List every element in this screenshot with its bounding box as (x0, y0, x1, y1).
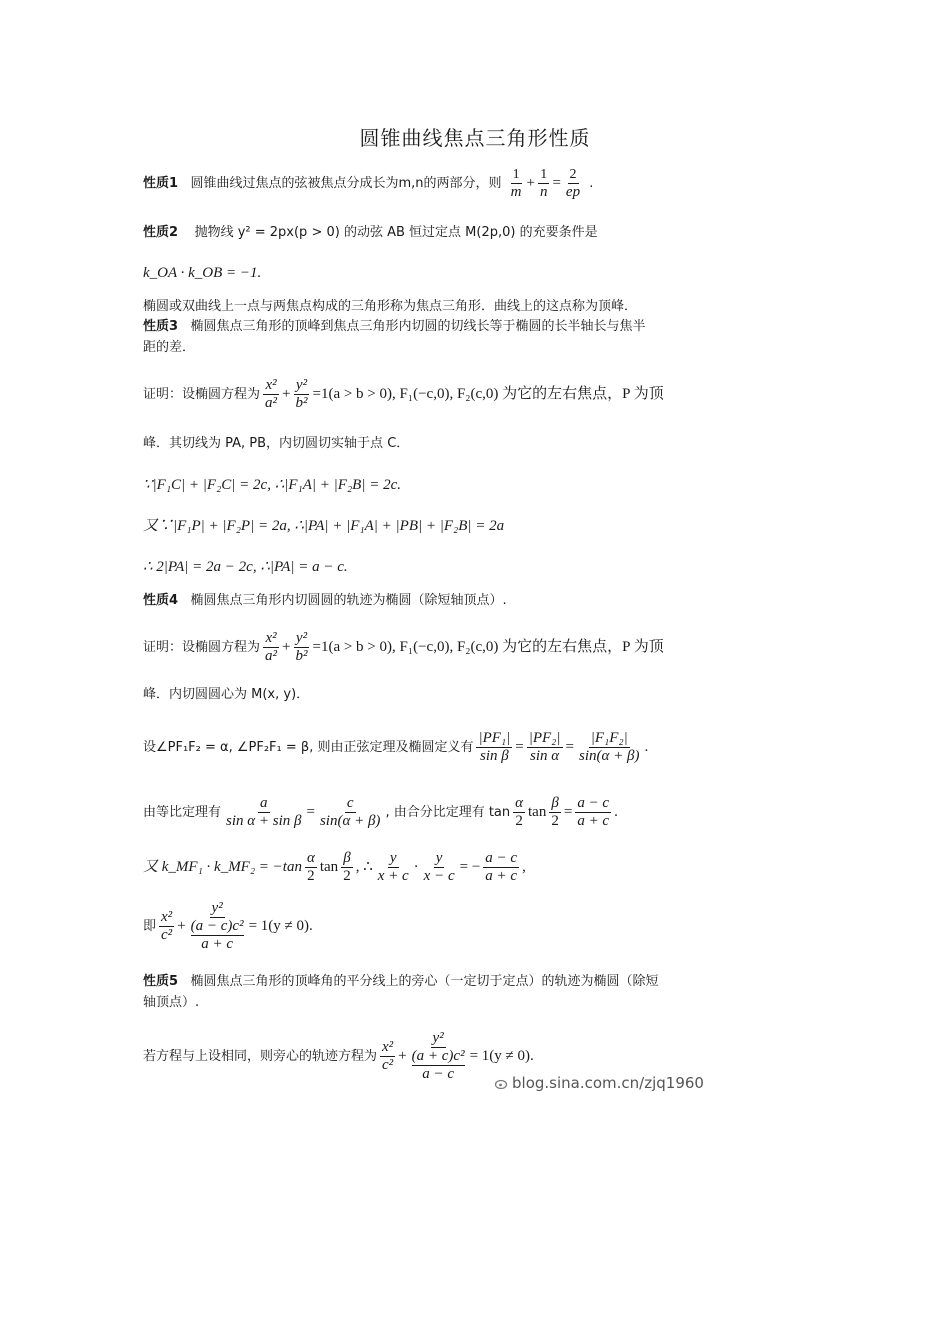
fraction: $\frac{\text{|PF₂|}}{\text{sin α}}$ (528, 730, 561, 764)
fraction: $\frac{\alpha}{2}$ (515, 795, 524, 829)
proof-4-line-6: 即 $\frac{\text{x²}}{\text{c²}}$ + y² (a − c)c² a + c = 1(y ≠ 0). (143, 900, 313, 952)
definition-line: 椭圆或双曲线上一点与两焦点构成的三角形称为焦点三角形．曲线上的这点称为顶峰． (143, 299, 638, 314)
fraction: $\frac{y}{x + c}$ (377, 850, 409, 884)
property-4-label: 性质4 (143, 593, 179, 608)
fraction: $\frac{\text{x²}}{\text{c²}}$ (161, 909, 173, 943)
proof-4-line-2: 峰．内切圆圆心为 M(x, y)． (143, 687, 310, 702)
proof-4-line-5: 又 k_MF₁ · k_MF₂ = −tan $\frac{\alpha}{2}$ tan $\frac{\beta}{2}$ , ∴ $\frac{y}{x + c}$ · $\frac{y}{x - c}$ = − $\frac{a - c}{a + c}$ , (143, 850, 526, 884)
property-1: 性质1 圆锥曲线过焦点的弦被焦点分成长为m,n的两部分，则 $\frac{1}{m}$ + $\frac{1}{n}$ = $\frac{2}{ep}$ . (143, 167, 594, 200)
fraction: $\frac{\text{y²}}{\text{b²}}$ (295, 630, 308, 664)
property-2 (143, 224, 598, 242)
fraction: $\frac{2}{ep}$ (565, 167, 581, 200)
property-5-label: 性质5 (143, 974, 179, 989)
proof-3-line-3: ∵|F₁C| + |F₂C| = 2c, ∴|F₁A| + |F₂B| = 2c. (143, 477, 401, 493)
proof-3-line-4: 又∵|F₁P| + |F₂P| = 2a, ∴|PA| + |F₁A| + |PB| + |F₂B| = 2a (143, 518, 505, 534)
fraction: $\frac{\text{x²}}{\text{a²}}$ (265, 377, 278, 411)
proof-4-line-4: 由等比定理有 $\frac{a}{\text{sin α + sin β}}$ = $\frac{c}{\sin(\alpha + \beta)}$ , 由合分比定理有 tan $\frac{\alpha}{2}$ tan $\frac{\beta}{2}$ = $\frac{a - c}{a + c}$ . (143, 795, 618, 829)
fraction: $\frac{y}{x - c}$ (423, 850, 455, 884)
fraction: $\frac{a}{\text{sin α + sin β}}$ (226, 795, 302, 829)
fraction: $\frac{\alpha}{2}$ (306, 850, 315, 884)
fraction: $\frac{a - c}{a + c}$ (577, 795, 610, 829)
fraction: $\frac{\text{|PF₁|}}{\text{sin β}}$ (478, 730, 511, 764)
property-3-label: 性质3 (143, 319, 179, 334)
fraction: $\frac{\text{|F₁F₂|}}{\sin(\alpha + \beta)}$ (578, 730, 640, 764)
proof-4-line-3: 设∠PF₁F₂ = α, ∠PF₂F₁ = β, 则由正弦定理及椭圆定义有 $\frac{\text{|PF₁|}}{\text{sin β}}$ = $\frac{\text{|PF₂|}}{\text{sin α}}$ = $\frac{\text{|F₁F₂|}}{\sin(\alpha + \beta)}$ . (143, 730, 649, 764)
property-4: 性质4 椭圆焦点三角形内切圆圆的轨迹为椭圆（除短轴顶点）. (143, 593, 507, 608)
fraction: $\frac{1}{m}$ (510, 167, 522, 200)
proof-4-line-1: 证明：设椭圆方程为 $\frac{\text{x²}}{\text{a²}}$ + $\frac{\text{y²}}{\text{b²}}$ =1(a > b > 0), F₁(−c,0), F₂(c,0) 为它的左右焦点，P 为顶 (143, 630, 664, 664)
property-5-cont: 轴顶点）. (143, 995, 200, 1010)
property-2-text: 抛物线 y² = 2px(p > 0) 的动弦 AB 恒过定点 M(2p,0) 的充要条件是 (194, 225, 598, 240)
fraction: $\frac{\text{x²}}{\text{a²}}$ (265, 630, 278, 664)
proof-3-line-1: 证明：设椭圆方程为 $\frac{\text{x²}}{\text{a²}}$ + $\frac{\text{y²}}{\text{b²}}$ =1(a > b > 0), F₁(−c,0), F₂(c,0) 为它的左右焦点，P 为顶 (143, 377, 664, 411)
property-1-text: 圆锥曲线过焦点的弦被焦点分成长为m,n的两部分，则 (190, 176, 502, 191)
property-3: 性质3 椭圆焦点三角形的顶峰到焦点三角形内切圆的切线长等于椭圆的长半轴长与焦半 (143, 319, 646, 334)
fraction: y² (a + c)c² a − c (411, 1030, 465, 1082)
property-3-cont: 距的差． (143, 340, 196, 355)
sina-weibo-icon (495, 1078, 508, 1089)
proof-3-line-2: 峰．其切线为 PA, PB，内切圆切实轴于点 C． (143, 436, 410, 451)
fraction: $\frac{\beta}{2}$ (551, 795, 559, 829)
fraction: $\frac{\text{y²}}{\text{b²}}$ (295, 377, 308, 411)
property-1-label: 性质1 (143, 176, 179, 191)
property-2-label: 性质2 (143, 225, 179, 240)
fraction: $\frac{\beta}{2}$ (343, 850, 351, 884)
fraction: $\frac{a - c}{a + c}$ (485, 850, 518, 884)
watermark: blog.sina.com.cn/zjq1960 (495, 1074, 704, 1092)
fraction: $\frac{c}{\sin(\alpha + \beta)}$ (319, 795, 381, 829)
final-line: 若方程与上设相同，则旁心的轨迹方程为 $\frac{\text{x²}}{\text{c²}}$ + y² (a + c)c² a − c = 1(y ≠ 0). (143, 1030, 534, 1082)
proof-3-line-5: ∴ 2|PA| = 2a − 2c, ∴|PA| = a − c. (143, 559, 348, 575)
fraction: $\frac{1}{n}$ (539, 167, 548, 200)
property-2-formula: k_OA · k_OB = −1. (143, 265, 262, 281)
property-5: 性质5 椭圆焦点三角形的顶峰角的平分线上的旁心（一定切于定点）的轨迹为椭圆（除短 (143, 974, 659, 989)
fraction: y² (a − c)c² a + c (190, 900, 244, 952)
page-title: 圆锥曲线焦点三角形性质 (359, 126, 591, 150)
fraction: $\frac{\text{x²}}{\text{c²}}$ (382, 1039, 394, 1073)
